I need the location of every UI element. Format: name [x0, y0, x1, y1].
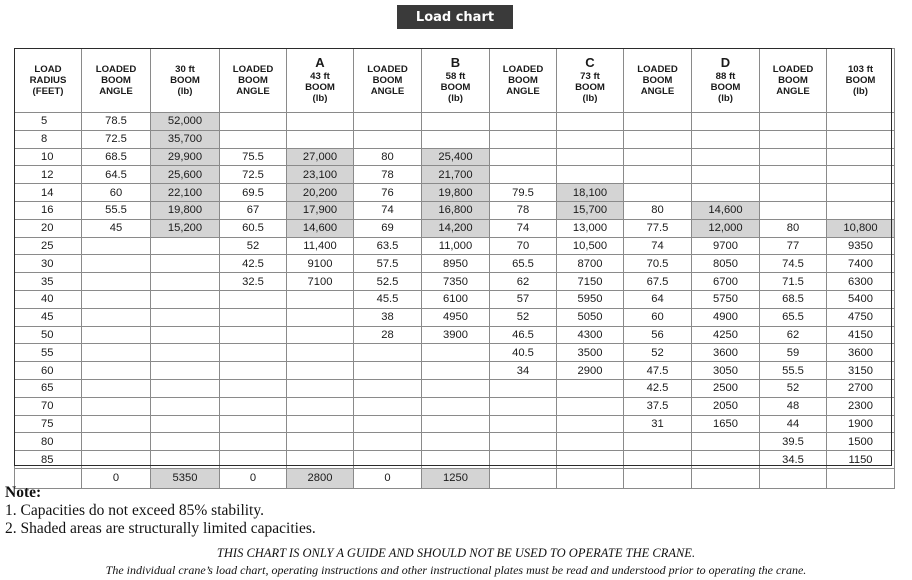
boom-letter: A [315, 55, 325, 71]
capacity-cell: 3600 [827, 344, 895, 362]
angle-cell: 70 [490, 237, 557, 255]
angle-cell: 59 [760, 344, 827, 362]
angle-cell: 34.5 [760, 451, 827, 469]
capacity-cell: 7100 [287, 273, 354, 291]
angle-cell: 72.5 [220, 166, 287, 184]
capacity-cell: 15,200 [151, 219, 220, 237]
angle-cell: 34 [490, 362, 557, 380]
capacity-cell: 29,900 [151, 148, 220, 166]
capacity-cell: 4950 [422, 308, 490, 326]
angle-cell: 52.5 [354, 273, 422, 291]
capacity-cell: 7150 [557, 273, 624, 291]
header-line: 73 ft [580, 71, 600, 83]
angle-cell: 63.5 [354, 237, 422, 255]
angle-cell: 71.5 [760, 273, 827, 291]
capacity-cell: 8700 [557, 255, 624, 273]
angle-cell: 74 [354, 201, 422, 219]
radius-cell: 85 [15, 451, 82, 469]
angle-cell: 55.5 [760, 362, 827, 380]
header-line: BOOM [170, 74, 200, 86]
capacity-cell: 4300 [557, 326, 624, 344]
capacity-cell: 10,800 [827, 219, 895, 237]
angle-cell: 67 [220, 201, 287, 219]
header-line: ANGLE [99, 86, 133, 98]
angle-cell: 80 [354, 148, 422, 166]
disclaimer-warning: THIS CHART IS ONLY A GUIDE AND SHOULD NOT BE USED TO OPERATE THE CRANE. [216, 546, 696, 560]
header-line: 43 ft [310, 71, 330, 83]
capacity-cell: 18,100 [557, 184, 624, 202]
capacity-cell: 5950 [557, 290, 624, 308]
capacity-cell: 1900 [827, 415, 895, 433]
angle-cell: 32.5 [220, 273, 287, 291]
header-line: LOADED [502, 63, 544, 75]
angle-cell: 68.5 [760, 290, 827, 308]
angle-cell: 0 [354, 468, 422, 488]
header-line: LOADED [637, 63, 678, 75]
boom-letter: C [585, 55, 595, 71]
angle-cell: 80 [760, 219, 827, 237]
capacity-cell: 9700 [692, 237, 760, 255]
radius-cell: 8 [15, 130, 82, 148]
capacity-cell: 1500 [827, 433, 895, 451]
header-line: LOADED [772, 63, 814, 75]
capacity-cell: 11,000 [422, 237, 490, 255]
angle-cell: 45 [82, 219, 151, 237]
capacity-cell: 19,800 [422, 184, 490, 202]
capacity-cell: 8950 [422, 255, 490, 273]
header-line: ANGLE [236, 86, 270, 98]
capacity-cell: 8050 [692, 255, 760, 273]
radius-cell: 25 [15, 237, 82, 255]
capacity-cell: 4750 [827, 308, 895, 326]
angle-cell: 74.5 [760, 255, 827, 273]
angle-cell: 57.5 [354, 255, 422, 273]
header-line: ANGLE [640, 86, 675, 98]
capacity-cell: 2800 [287, 468, 354, 488]
capacity-cell: 20,200 [287, 184, 354, 202]
capacity-cell: 7350 [422, 273, 490, 291]
boom-letter: B [450, 55, 461, 71]
capacity-cell: 25,400 [422, 148, 490, 166]
angle-cell: 76 [354, 184, 422, 202]
capacity-cell: 35,700 [151, 130, 220, 148]
angle-cell: 80 [624, 201, 692, 219]
angle-cell [760, 468, 827, 488]
capacity-cell: 6100 [422, 290, 490, 308]
angle-cell: 65.5 [490, 255, 557, 273]
radius-cell: 65 [15, 379, 82, 397]
capacity-cell: 9350 [827, 237, 895, 255]
angle-cell: 0 [220, 468, 287, 488]
capacity-cell: 11,400 [287, 237, 354, 255]
capacity-cell: 9100 [287, 255, 354, 273]
header-line: 103 ft [847, 63, 874, 75]
capacity-cell: 1650 [692, 415, 760, 433]
capacity-cell: 7400 [827, 255, 895, 273]
capacity-cell: 23,100 [287, 166, 354, 184]
angle-cell: 67.5 [624, 273, 692, 291]
capacity-cell: 5400 [827, 290, 895, 308]
angle-cell: 42.5 [624, 379, 692, 397]
angle-cell: 0 [82, 468, 151, 488]
header-line: ANGLE [370, 86, 405, 98]
angle-cell: 55.5 [82, 201, 151, 219]
capacity-cell: 17,900 [287, 201, 354, 219]
angle-cell: 44 [760, 415, 827, 433]
radius-cell: 16 [15, 201, 82, 219]
header-line: (lb) [448, 93, 463, 105]
header-line: BOOM [101, 74, 131, 86]
header-line: BOOM [845, 74, 876, 86]
header-line: BOOM [238, 74, 268, 86]
header-line: (lb) [718, 93, 733, 105]
capacity-cell: 14,600 [692, 201, 760, 219]
boom-letter: D [720, 55, 731, 71]
capacity-cell: 4250 [692, 326, 760, 344]
header-line: LOADED [367, 63, 408, 75]
capacity-cell: 3050 [692, 362, 760, 380]
header-line: 30 ft [175, 63, 195, 75]
angle-cell: 39.5 [760, 433, 827, 451]
notes [5, 484, 316, 538]
note-2: 2. Shaded areas are structurally limited capacities. [5, 520, 316, 537]
angle-cell: 74 [624, 237, 692, 255]
header-line: ANGLE [506, 86, 540, 98]
capacity-cell: 12,000 [692, 219, 760, 237]
capacity-cell: 2500 [692, 379, 760, 397]
capacity-cell: 2300 [827, 397, 895, 415]
capacity-cell: 27,000 [287, 148, 354, 166]
header-line: RADIUS [29, 74, 67, 86]
header-line: BOOM [508, 74, 538, 86]
angle-cell: 78 [354, 166, 422, 184]
capacity-cell: 5350 [151, 468, 220, 488]
capacity-cell: 10,500 [557, 237, 624, 255]
angle-cell: 60 [624, 308, 692, 326]
table-frame [14, 48, 892, 466]
header-line: LOADED [232, 63, 274, 75]
angle-cell: 52 [490, 308, 557, 326]
capacity-cell: 3600 [692, 344, 760, 362]
capacity-cell: 15,700 [557, 201, 624, 219]
radius-cell: 80 [15, 433, 82, 451]
angle-cell: 28 [354, 326, 422, 344]
angle-cell: 70.5 [624, 255, 692, 273]
header-line: BOOM [440, 82, 471, 94]
angle-cell: 56 [624, 326, 692, 344]
capacity-cell: 14,600 [287, 219, 354, 237]
angle-cell: 48 [760, 397, 827, 415]
capacity-cell: 1250 [422, 468, 490, 488]
header-line: (lb) [853, 86, 868, 98]
radius-cell: 40 [15, 290, 82, 308]
header-line: (lb) [312, 93, 328, 105]
angle-cell: 31 [624, 415, 692, 433]
radius-cell: 60 [15, 362, 82, 380]
radius-cell: 20 [15, 219, 82, 237]
radius-cell: 35 [15, 273, 82, 291]
capacity-cell: 19,800 [151, 201, 220, 219]
angle-cell: 40.5 [490, 344, 557, 362]
header-line: (lb) [177, 86, 193, 98]
radius-cell: 10 [15, 148, 82, 166]
chart-title: Load chart [397, 5, 513, 29]
angle-cell: 69.5 [220, 184, 287, 202]
capacity-cell: 5750 [692, 290, 760, 308]
capacity-cell: 13,000 [557, 219, 624, 237]
header-line: BOOM [305, 82, 335, 94]
capacity-cell: 22,100 [151, 184, 220, 202]
angle-cell: 60.5 [220, 219, 287, 237]
angle-cell: 52 [624, 344, 692, 362]
capacity-cell: 16,800 [422, 201, 490, 219]
notes-heading: Note: [5, 484, 42, 501]
capacity-cell: 2050 [692, 397, 760, 415]
header-line: BOOM [778, 74, 808, 86]
angle-cell: 74 [490, 219, 557, 237]
header-line: BOOM [642, 74, 673, 86]
angle-cell: 42.5 [220, 255, 287, 273]
angle-cell: 46.5 [490, 326, 557, 344]
angle-cell: 47.5 [624, 362, 692, 380]
angle-cell: 65.5 [760, 308, 827, 326]
capacity-cell: 4900 [692, 308, 760, 326]
angle-cell: 45.5 [354, 290, 422, 308]
capacity-cell: 3900 [422, 326, 490, 344]
header-line: (FEET) [32, 86, 64, 98]
capacity-cell: 4150 [827, 326, 895, 344]
radius-cell: 14 [15, 184, 82, 202]
capacity-cell: 3500 [557, 344, 624, 362]
capacity-cell [827, 468, 895, 488]
angle-cell: 37.5 [624, 397, 692, 415]
capacity-cell [557, 468, 624, 488]
angle-cell: 64.5 [82, 166, 151, 184]
header-line: (lb) [582, 93, 598, 105]
angle-cell: 62 [490, 273, 557, 291]
radius-cell: 30 [15, 255, 82, 273]
capacity-cell [692, 468, 760, 488]
angle-cell: 52 [760, 379, 827, 397]
header-line: BOOM [710, 82, 741, 94]
header-line: 58 ft [445, 71, 466, 83]
angle-cell: 62 [760, 326, 827, 344]
capacity-cell: 6700 [692, 273, 760, 291]
capacity-cell: 14,200 [422, 219, 490, 237]
angle-cell: 77.5 [624, 219, 692, 237]
header-line: LOAD [34, 63, 62, 75]
header-line: ANGLE [776, 86, 810, 98]
angle-cell: 60 [82, 184, 151, 202]
angle-cell: 68.5 [82, 148, 151, 166]
header-line: LOADED [95, 63, 137, 75]
capacity-cell: 25,600 [151, 166, 220, 184]
angle-cell: 52 [220, 237, 287, 255]
capacity-cell: 6300 [827, 273, 895, 291]
angle-cell: 69 [354, 219, 422, 237]
capacity-cell: 52,000 [151, 113, 220, 131]
radius-cell: 12 [15, 166, 82, 184]
radius-cell: 5 [15, 113, 82, 131]
header-line: BOOM [575, 82, 605, 94]
angle-cell: 64 [624, 290, 692, 308]
radius-cell: 55 [15, 344, 82, 362]
angle-cell: 79.5 [490, 184, 557, 202]
radius-cell: 50 [15, 326, 82, 344]
note-1: 1. Capacities do not exceed 85% stability. [5, 502, 264, 519]
capacity-cell: 2700 [827, 379, 895, 397]
disclaimer-instructions: The individual crane’s load chart, operating instructions and other instructional plates must be read and understood prior to operating the crane. [105, 563, 807, 577]
angle-cell: 78 [490, 201, 557, 219]
radius-cell: 45 [15, 308, 82, 326]
header-line: BOOM [372, 74, 403, 86]
angle-cell: 38 [354, 308, 422, 326]
angle-cell: 78.5 [82, 113, 151, 131]
capacity-cell: 21,700 [422, 166, 490, 184]
capacity-cell: 5050 [557, 308, 624, 326]
angle-cell: 77 [760, 237, 827, 255]
angle-cell: 57 [490, 290, 557, 308]
angle-cell: 72.5 [82, 130, 151, 148]
header-line: 88 ft [715, 71, 736, 83]
capacity-cell: 2900 [557, 362, 624, 380]
radius-cell: 75 [15, 415, 82, 433]
capacity-cell: 1150 [827, 451, 895, 469]
radius-cell: 70 [15, 397, 82, 415]
angle-cell [624, 468, 692, 488]
angle-cell [490, 468, 557, 488]
capacity-cell: 3150 [827, 362, 895, 380]
angle-cell: 75.5 [220, 148, 287, 166]
